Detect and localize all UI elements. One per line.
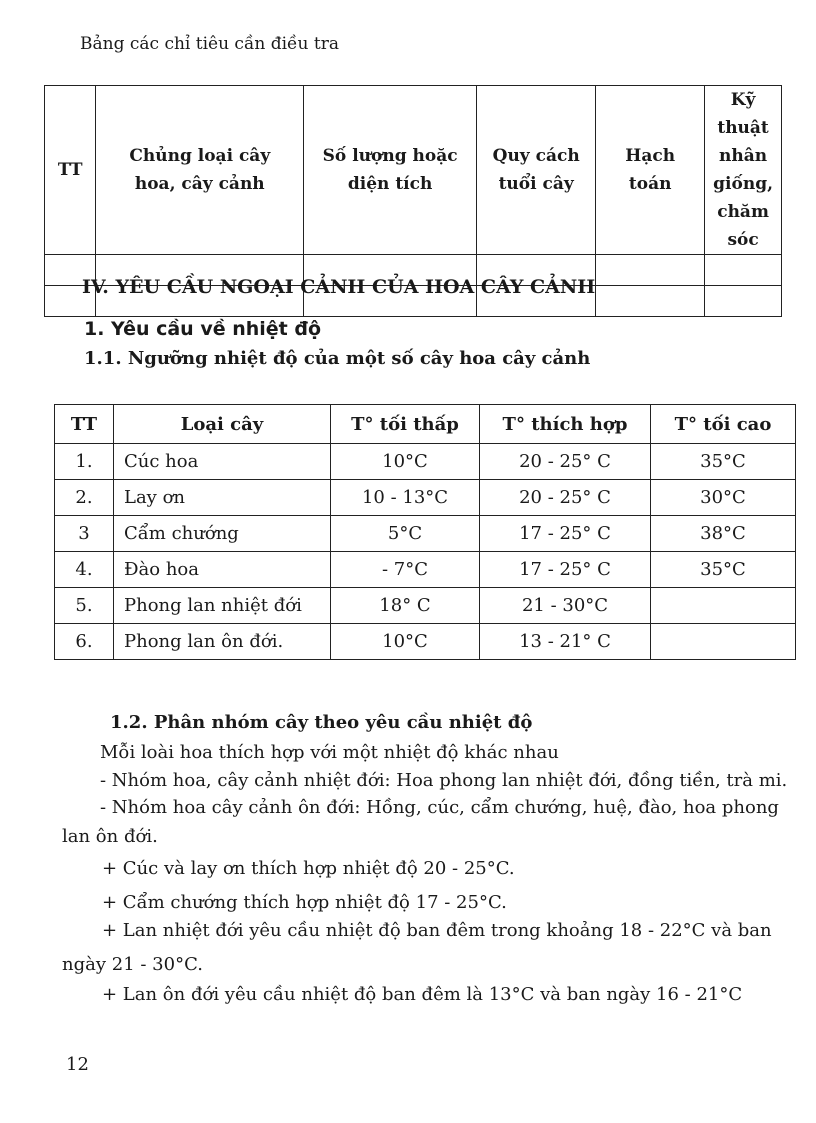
table1-caption: Bảng các chỉ tiêu cần điều tra — [80, 34, 339, 54]
paragraph-line: - Nhóm hoa, cây cảnh nhiệt đới: Hoa phong lan nhiệt đới, đồng tiền, trà mi. — [100, 770, 788, 791]
min-temp-cell: - 7°C — [331, 552, 480, 588]
table2-header-optimal: T° thích hợp — [480, 405, 651, 444]
table1-header-technique: Kỹ thuật nhân giống, chăm sóc — [705, 86, 782, 255]
paragraph-line: + Lan nhiệt đới yêu cầu nhiệt độ ban đêm trong khoảng 18 - 22°C và ban — [102, 920, 772, 941]
max-temp-cell — [651, 624, 796, 660]
optimal-temp-cell: 21 - 30°C — [480, 588, 651, 624]
min-temp-cell: 10 - 13°C — [331, 480, 480, 516]
table1-header-quantity: Số lượng hoặc diện tích — [304, 86, 477, 255]
paragraph-line: lan ôn đới. — [62, 826, 158, 847]
optimal-temp-cell: 17 - 25° C — [480, 516, 651, 552]
table-cell — [705, 255, 782, 286]
paragraph-line: + Cẩm chướng thích hợp nhiệt độ 17 - 25°C. — [102, 892, 507, 913]
table2-header-tt: TT — [55, 405, 114, 444]
table2-header-min: T° tối thấp — [331, 405, 480, 444]
row-number-cell: 3 — [55, 516, 114, 552]
paragraph-line: - Nhóm hoa cây cảnh ôn đới: Hồng, cúc, cẩm chướng, huệ, đào, hoa phong — [100, 797, 779, 818]
table-cell — [596, 286, 705, 317]
table2-header-max: T° tối cao — [651, 405, 796, 444]
plant-name-cell: Phong lan ôn đới. — [114, 624, 331, 660]
table-row — [55, 480, 796, 516]
paragraph-line: + Lan ôn đới yêu cầu nhiệt độ ban đêm là 13°C và ban ngày 16 - 21°C — [102, 984, 743, 1005]
plant-name-cell: Cúc hoa — [114, 444, 331, 480]
table1-header-variety: Chủng loại cây hoa, cây cảnh — [96, 86, 304, 255]
optimal-temp-cell: 20 - 25° C — [480, 444, 651, 480]
plant-name-cell: Cẩm chướng — [114, 516, 331, 552]
table-cell — [705, 286, 782, 317]
plant-name-cell: Lay ơn — [114, 480, 331, 516]
min-temp-cell: 10°C — [331, 444, 480, 480]
paragraph-line: ngày 21 - 30°C. — [62, 954, 203, 975]
row-number-cell: 4. — [55, 552, 114, 588]
min-temp-cell: 18° C — [331, 588, 480, 624]
paragraph-line: Mỗi loài hoa thích hợp với một nhiệt độ khác nhau — [100, 742, 559, 763]
min-temp-cell: 5°C — [331, 516, 480, 552]
row-number-cell: 5. — [55, 588, 114, 624]
table-row — [55, 588, 796, 624]
temperature-threshold-table — [54, 404, 796, 660]
subsection-1-2-heading: 1.2. Phân nhóm cây theo yêu cầu nhiệt độ — [110, 712, 533, 733]
row-number-cell: 2. — [55, 480, 114, 516]
table-row — [55, 516, 796, 552]
table-row — [55, 552, 796, 588]
max-temp-cell: 35°C — [651, 444, 796, 480]
table1-header-accounting: Hạch toán — [596, 86, 705, 255]
min-temp-cell: 10°C — [331, 624, 480, 660]
paragraph-line: + Cúc và lay ơn thích hợp nhiệt độ 20 - 25°C. — [102, 858, 515, 879]
max-temp-cell: 38°C — [651, 516, 796, 552]
section-iv-heading: IV. YÊU CẦU NGOẠI CẢNH CỦA HOA CÂY CẢNH — [82, 276, 596, 298]
table1-header-tt: TT — [45, 86, 96, 255]
max-temp-cell: 30°C — [651, 480, 796, 516]
table2-header-plant: Loại cây — [114, 405, 331, 444]
row-number-cell: 6. — [55, 624, 114, 660]
row-number-cell: 1. — [55, 444, 114, 480]
optimal-temp-cell: 13 - 21° C — [480, 624, 651, 660]
max-temp-cell — [651, 588, 796, 624]
table-row — [55, 624, 796, 660]
page-number: 12 — [66, 1054, 89, 1075]
optimal-temp-cell: 17 - 25° C — [480, 552, 651, 588]
table-row — [55, 444, 796, 480]
table1-header-age: Quy cách tuổi cây — [477, 86, 596, 255]
plant-name-cell: Phong lan nhiệt đới — [114, 588, 331, 624]
subsection-1-1-heading: 1.1. Ngưỡng nhiệt độ của một số cây hoa cây cảnh — [84, 348, 591, 369]
table2-header-row — [55, 405, 796, 444]
plant-name-cell: Đào hoa — [114, 552, 331, 588]
optimal-temp-cell: 20 - 25° C — [480, 480, 651, 516]
table-cell — [596, 255, 705, 286]
table1-header-row — [45, 86, 782, 255]
subsection-1-heading: 1. Yêu cầu về nhiệt độ — [84, 318, 322, 340]
max-temp-cell: 35°C — [651, 552, 796, 588]
